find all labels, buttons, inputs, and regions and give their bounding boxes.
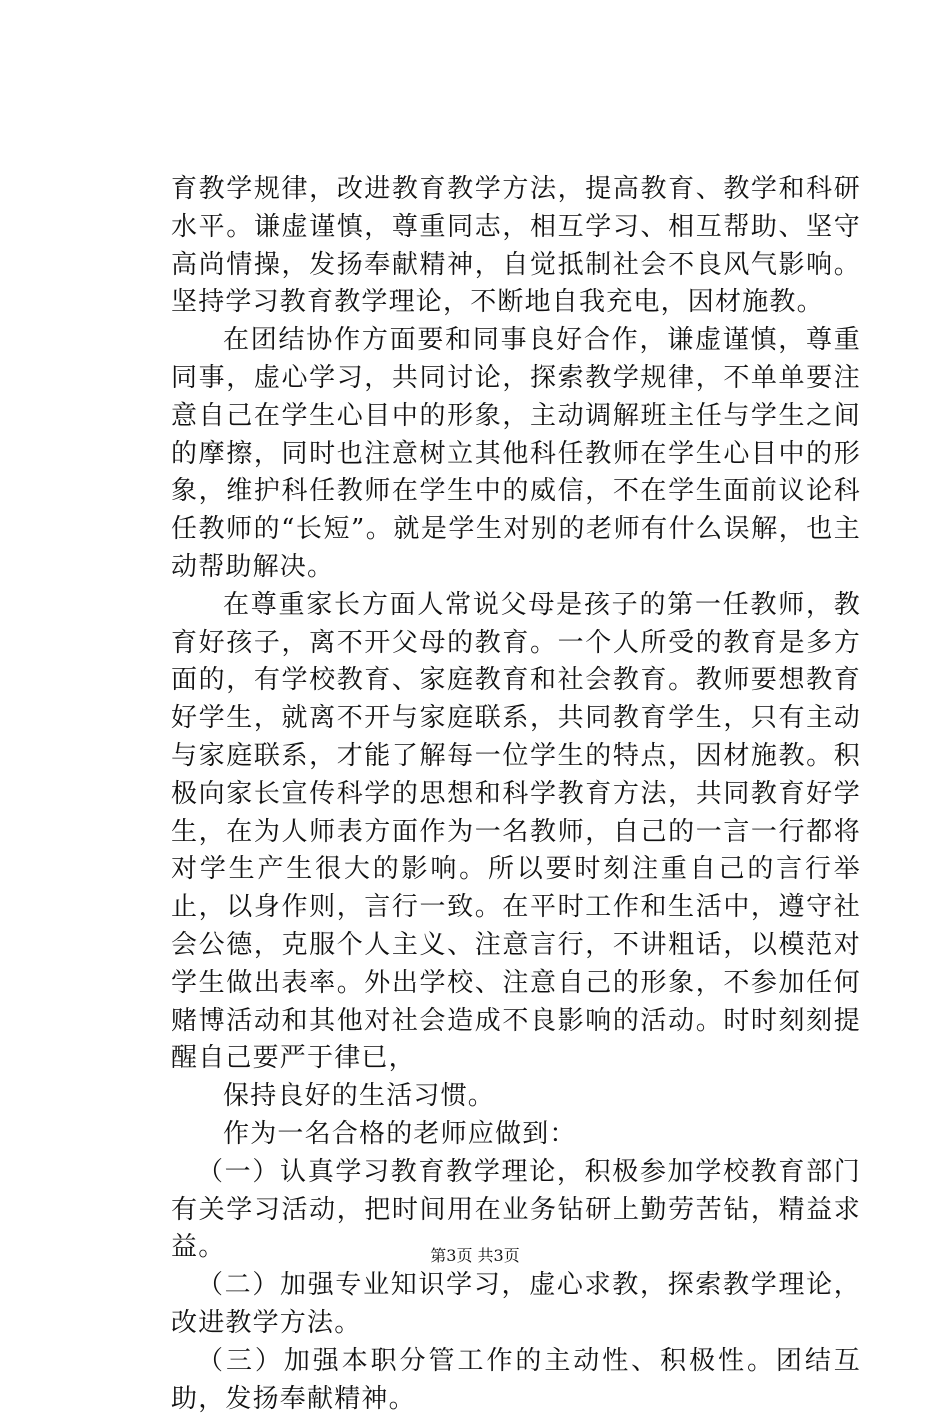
list-item-1: （一）认真学习教育教学理论，积极参加学校教育部门有关学习活动，把时间用在业务钻研上勤劳苦钻，精益求益。	[171, 1156, 861, 1263]
document-body	[171, 171, 861, 1418]
page-footer: 第3页 共3页	[430, 1246, 520, 1265]
paragraph-list-intro: 作为一名合格的老师应做到：	[223, 1118, 577, 1149]
paragraph-respect-parents: 在尊重家长方面人常说父母是孩子的第一任教师，教育好孩子，离不开父母的教育。一个人所受的教育是多方面的，有学校教育、家庭教育和社会教育。教师要想教育好学生，就离不开与家庭联系，共同教育学生，只有主动与家庭联系，才能了解每一位学生的特点，因材施教。积极向家长宣传科学的思想和科学教育方法，共同教育好学生，在为人师表方面作为一名教师，自己的一言一行都将对学生产生很大的影响。所以要时刻注重自己的言行举止，以身作则，言行一致。在平时工作和生活中，遵守社会公德，克服个人主义、注意言行，不讲粗话，以模范对学生做出表率。外出学校、注意自己的形象，不参加任何赌博活动和其他对社会造成不良影响的活动。时时刻刻提醒自己要严于律已，	[171, 589, 861, 1074]
list-item-3: （三）加强本职分管工作的主动性、积极性。团结互助，发扬奉献精神。	[171, 1345, 861, 1414]
paragraph-habits: 保持良好的生活习惯。	[223, 1081, 496, 1112]
paragraph-teamwork: 在团结协作方面要和同事良好合作，谦虚谨慎，尊重同事，虚心学习，共同讨论，探索教学规律，不单单要注意自己在学生心目中的形象，主动调解班主任与学生之间的摩擦，同时也注意树立其他科任教师在学生心目中的形象，维护科任教师在学生中的威信，不在学生面前议论科任教师的“长短”。就是学生对别的老师有什么误解，也主动帮助解决。	[171, 325, 861, 582]
list-item-2: （二）加强专业知识学习，虚心求教，探索教学理论，改进教学方法。	[171, 1270, 861, 1338]
paragraph-continuation: 育教学规律，改进教育教学方法，提高教育、教学和科研水平。谦虚谨慎，尊重同志，相互学习、相互帮助、坚守高尚情操，发扬奉献精神，自觉抵制社会不良风气影响。坚持学习教育教学理论，不断地自我充电，因材施教。	[171, 174, 861, 318]
